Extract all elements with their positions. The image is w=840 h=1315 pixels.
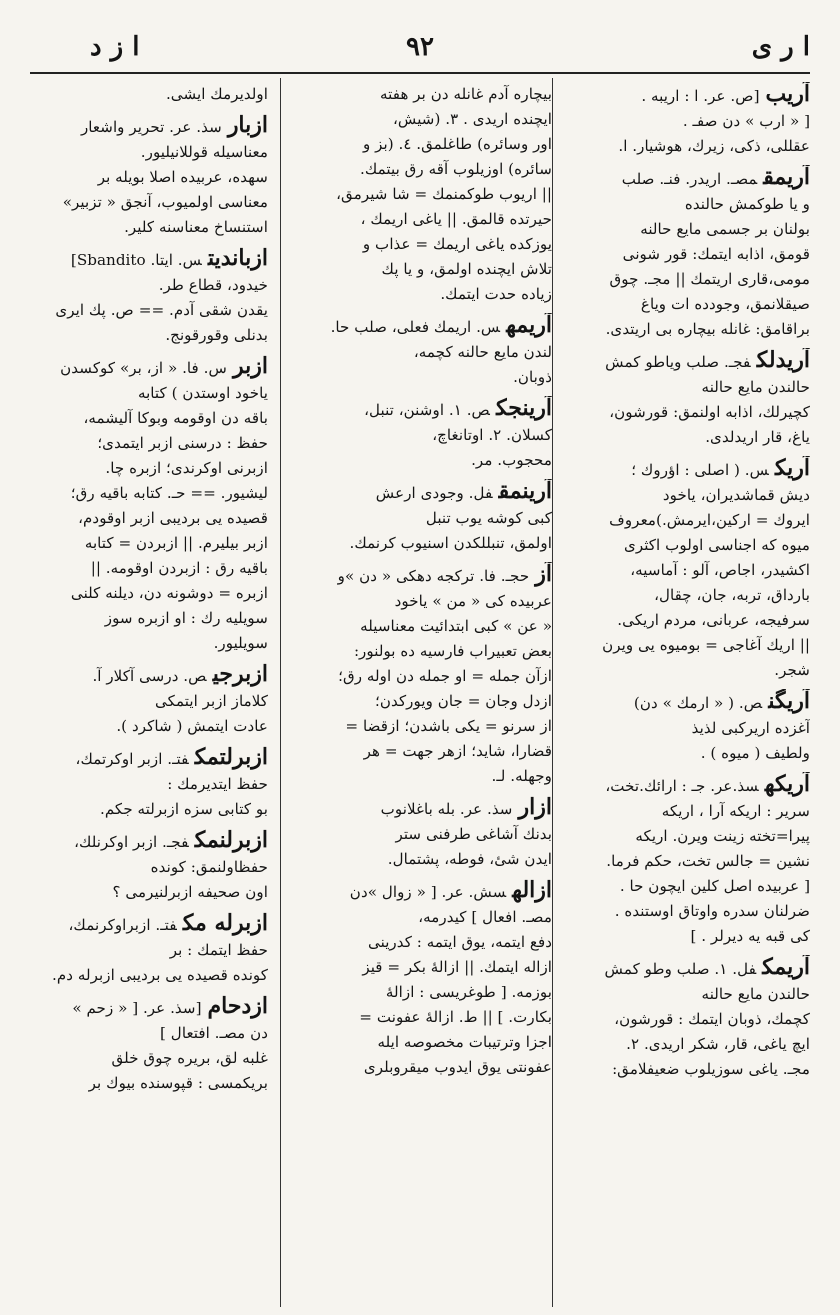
entry-line xyxy=(30,506,268,531)
headword: آریگن xyxy=(768,689,810,714)
definition-text: حالندن مایع حالنه xyxy=(701,378,810,396)
entry-line xyxy=(294,822,552,847)
definition-text: فل. ١. صلب وطو کمش xyxy=(604,960,757,978)
definition-text: بارداق، تربه، جان، چقال، xyxy=(654,586,810,604)
definition-text: عربیده کی « من » یاخود xyxy=(394,592,552,610)
entry-line xyxy=(294,714,552,739)
entry-line xyxy=(578,716,810,741)
entry-line xyxy=(294,1055,552,1080)
header-rule xyxy=(30,72,810,74)
entry-line xyxy=(578,799,810,824)
entry-line xyxy=(294,905,552,930)
entry-line xyxy=(578,109,810,134)
definition-text: ذوبان. xyxy=(513,368,552,386)
definition-text: [ عربیده اصل کلین ایچون حا . xyxy=(619,877,810,895)
entry-line xyxy=(294,1030,552,1055)
definition-text: بوزمه. [ طوغریسی : ازالهٔ xyxy=(385,983,552,1001)
entry-line xyxy=(30,938,268,963)
definition-text: غلبه لق، بریره چوق خلق xyxy=(111,1049,268,1067)
entry-line xyxy=(30,714,268,739)
dictionary-entry xyxy=(30,82,268,107)
definition-text: || اریك آغاجی = بومیوه یی ویرن xyxy=(602,636,810,654)
definition-text: عفونتی یوق ایدوب میقروبلری xyxy=(363,1058,552,1076)
definition-text: [سذ. عر. [ « زحم » xyxy=(72,999,202,1017)
entry-first-line xyxy=(30,82,268,107)
definition-text: سش. عر. [ « زوال »دن xyxy=(349,883,507,901)
definition-text: قومق، اذابه ایتمك: قور شونی xyxy=(622,245,810,263)
headword: ازباندیت xyxy=(208,246,268,271)
entry-line xyxy=(294,589,552,614)
definition-text: ص. درسی آکلار آ. xyxy=(92,667,207,685)
dictionary-entry xyxy=(30,662,268,739)
entry-line xyxy=(578,217,810,242)
entry-line xyxy=(30,855,268,880)
definition-text: کی قبه یه دیرلر . ] xyxy=(690,927,810,945)
definition-text: سائره) اوزیلوب آقه رق بیتمك. xyxy=(360,160,552,178)
entry-line xyxy=(578,558,810,583)
definition-text: و یا طوکمش حالنده xyxy=(684,195,810,213)
definition-text: از سرنو = یکی باشدن؛ ازقضا = xyxy=(345,717,552,735)
entry-first-line xyxy=(294,396,552,423)
entry-line xyxy=(578,192,810,217)
definition-text: میوه که اجناسی اولوب اکثری xyxy=(623,536,810,554)
entry-line xyxy=(294,689,552,714)
entry-first-line xyxy=(30,246,268,273)
definition-text: ولطیف ( میوه ) . xyxy=(700,744,810,762)
definition-text: فتـ. ازبر اوکرتمك، xyxy=(75,750,189,768)
definition-text: مجـ. یاغی سوزیلوب ضعیفلامق: xyxy=(612,1060,810,1078)
definition-text: بو کتابی سزه ازبرلته جکم. xyxy=(100,800,268,818)
headword: ازدحام xyxy=(207,994,268,1019)
headword: آریمك xyxy=(762,955,810,980)
definition-text: معناسیله قوللانیلیور. xyxy=(140,143,268,161)
dictionary-entry xyxy=(294,878,552,1080)
entry-line xyxy=(578,658,810,683)
definition-text: سویلیه رك : او ازبره سوز xyxy=(104,609,268,627)
entry-line xyxy=(30,323,268,348)
definition-text: ازاله ایتمك. || ازالهٔ بکر = قیز xyxy=(362,958,552,976)
entry-line xyxy=(578,242,810,267)
entry-line xyxy=(578,741,810,766)
entry-line xyxy=(294,764,552,789)
entry-line xyxy=(294,365,552,390)
entry-line xyxy=(294,107,552,132)
definition-text: س. ( اصلی : اؤروك ؛ xyxy=(631,461,769,479)
entry-line xyxy=(30,631,268,656)
headword: ازبار xyxy=(227,113,268,138)
headword: آریمق xyxy=(763,165,810,190)
dictionary-entry xyxy=(578,456,810,683)
headword: ازبرلنمك xyxy=(194,828,268,853)
page-header xyxy=(30,32,810,68)
definition-text: حفظ ایتدیرمك : xyxy=(167,775,268,793)
entry-first-line xyxy=(30,354,268,381)
entry-line xyxy=(578,924,810,949)
entry-line xyxy=(294,448,552,473)
entry-line xyxy=(294,232,552,257)
entry-line xyxy=(578,874,810,899)
definition-text: کبی کوشه یوب تنبل xyxy=(425,509,552,527)
column-middle xyxy=(294,82,552,1080)
entry-line xyxy=(30,431,268,456)
entry-line xyxy=(294,847,552,872)
definition-text: کسلان. ٢. اوتانغاچ، xyxy=(432,426,552,444)
headword: آریك xyxy=(774,456,810,481)
definition-text: نشین = جالس تخت، حکم فرما. xyxy=(606,852,810,870)
definition-text: دن مصـ. افتعال ] xyxy=(160,1024,268,1042)
definition-text: فجـ. ازبر اوکرنلك، xyxy=(74,833,189,851)
headword: ازبرجی xyxy=(212,662,268,687)
header-left-word: ا ز د xyxy=(90,32,140,62)
headword: آرینمق xyxy=(498,479,552,504)
definition-text: بولنان بر جسمی مایع حالنه xyxy=(640,220,810,238)
entry-first-line xyxy=(578,348,810,375)
definition-text: اجزا وترتیبات مخصوصه ایله xyxy=(377,1033,552,1051)
entry-first-line xyxy=(30,662,268,689)
definition-text: وجهله. لـ. xyxy=(491,767,552,785)
definition-text: || اریوب طوکمنمك = شا شیرمق، xyxy=(336,185,552,203)
entry-first-line xyxy=(294,479,552,506)
entry-first-line xyxy=(578,689,810,716)
definition-text: ازبر بیلیرم. || ازبردن = کتابه xyxy=(84,534,268,552)
entry-line xyxy=(30,689,268,714)
entry-first-line xyxy=(294,562,552,589)
entry-first-line xyxy=(294,313,552,340)
definition-text: حجـ. فا. ترکجه دهکی « دن »و xyxy=(337,567,530,585)
entry-line xyxy=(578,508,810,533)
dictionary-entry xyxy=(578,82,810,159)
entry-line xyxy=(578,1032,810,1057)
entry-line xyxy=(30,298,268,323)
headword: ازار xyxy=(518,795,552,820)
definition-text: سریر : اریکه آرا ، اریکه xyxy=(661,802,810,820)
dictionary-entry xyxy=(578,772,810,949)
entry-line xyxy=(294,182,552,207)
definition-text: اولمق، تنبللکدن اسنیوب کرنمك. xyxy=(349,534,552,552)
definition-text: یاغ، قار اریدلدی. xyxy=(705,428,810,446)
definition-text: ص. ١. اوشنن، تنبل، xyxy=(364,401,491,419)
definition-text: ایروك = ارکین،ایرمش.)معروف xyxy=(609,511,810,529)
definition-text: حالندن مایع حالنه xyxy=(701,985,810,1003)
definition-text: حفظ : درسنی ازبر ایتمدی؛ xyxy=(97,434,268,452)
entry-line xyxy=(30,381,268,406)
dictionary-entry xyxy=(294,82,552,307)
dictionary-entry xyxy=(578,689,810,766)
dictionary-entry xyxy=(294,396,552,473)
headword: آرینجك xyxy=(496,396,552,421)
entry-line xyxy=(578,317,810,342)
definition-text: فتـ. ازبراوکرنمك، xyxy=(68,916,177,934)
definition-text: کونده قصیده یی بردیبی ازبرله دم. xyxy=(52,966,268,984)
dictionary-entry xyxy=(30,246,268,348)
definition-text: سویلیور. xyxy=(213,634,268,652)
definition-text: کچمك، ذوبان ایتمك : قورشون، xyxy=(614,1010,810,1028)
entry-line xyxy=(30,880,268,905)
entry-line xyxy=(30,556,268,581)
entry-first-line xyxy=(30,745,268,772)
definition-text: ازبره = دوشونه دن، دیلنه کلنی xyxy=(70,584,268,602)
dictionary-entry xyxy=(578,955,810,1082)
entry-line xyxy=(578,899,810,924)
entry-line xyxy=(30,215,268,240)
entry-line xyxy=(578,824,810,849)
definition-text: بکارت. ] || ط. ازالهٔ عفونت = xyxy=(359,1008,552,1026)
entry-line xyxy=(294,980,552,1005)
entry-line xyxy=(578,1007,810,1032)
headword: آز xyxy=(535,562,552,587)
entry-line xyxy=(294,506,552,531)
definition-text: فل. وجودی ارعش xyxy=(375,484,493,502)
definition-text: ص. ( « ارمك » دن) xyxy=(633,694,763,712)
entry-line xyxy=(294,157,552,182)
entry-line xyxy=(578,483,810,508)
entry-line xyxy=(578,982,810,1007)
entry-line xyxy=(578,292,810,317)
entry-line xyxy=(578,1057,810,1082)
entry-first-line xyxy=(578,82,810,109)
entry-line xyxy=(294,132,552,157)
definition-text: س. اریمك فعلی، صلب حا. xyxy=(330,318,501,336)
definition-text: بدنلی وقورقونج. xyxy=(165,326,268,344)
entry-line xyxy=(578,134,810,159)
entry-first-line xyxy=(578,955,810,982)
definition-text: اون صحیفه ازبرلنیرمی ؟ xyxy=(112,883,268,901)
definition-text: اولدیرمك ایشی. xyxy=(165,85,268,103)
headword: ازبرله مك xyxy=(182,911,268,936)
entry-first-line xyxy=(30,994,268,1021)
definition-text: شجر. xyxy=(774,661,810,679)
entry-line xyxy=(30,273,268,298)
entry-first-line xyxy=(578,456,810,483)
entry-line xyxy=(294,955,552,980)
definition-text: س. فا. « از، بر» کوکسدن xyxy=(60,359,227,377)
definition-text: براقامق: غانله بیچاره بی اریتدی. xyxy=(605,320,810,338)
definition-text: ایدن شیٔ، فوطه، پشتمال. xyxy=(387,850,552,868)
headword: آریمه xyxy=(506,313,552,338)
dictionary-entry xyxy=(30,745,268,822)
entry-line xyxy=(578,267,810,292)
dictionary-entry xyxy=(30,828,268,905)
definition-text: سذ. عر. تحریر واشعار xyxy=(80,118,222,136)
column-divider xyxy=(552,78,553,1307)
column-divider xyxy=(280,78,281,1307)
entry-line xyxy=(294,614,552,639)
dictionary-entry xyxy=(578,165,810,342)
entry-line xyxy=(294,1005,552,1030)
page-number: ٩٢ xyxy=(406,32,434,62)
entry-line xyxy=(578,375,810,400)
definition-text: [ص. عر. ا : اریبه . xyxy=(641,87,760,105)
headword: آریب xyxy=(765,82,810,107)
definition-text: حیرتده قالمق. || یاغی اریمك ، xyxy=(360,210,552,228)
definition-text: فجـ. صلب ویاطو کمش xyxy=(605,353,751,371)
entry-line xyxy=(30,797,268,822)
entry-line xyxy=(294,423,552,448)
definition-text: دیش قماشدیران، یاخود xyxy=(662,486,810,504)
headword: ازبر xyxy=(233,354,268,379)
entry-first-line xyxy=(30,828,268,855)
definition-text: بیچاره آدم غانله دن بر هفته xyxy=(380,85,552,103)
definition-text: لندن مایع حالنه کچمه، xyxy=(413,343,552,361)
entry-line xyxy=(294,531,552,556)
dictionary-entry xyxy=(30,994,268,1096)
definition-text: قضارا، شاید؛ ازهر جهت = هر xyxy=(363,742,552,760)
dictionary-entry xyxy=(30,911,268,988)
entry-first-line xyxy=(30,911,268,938)
headword: ازبرلتمك xyxy=(194,745,268,770)
dictionary-entry xyxy=(578,348,810,450)
headword: آریکه xyxy=(764,772,810,797)
entry-first-line xyxy=(294,795,552,822)
definition-text: س. ایتا. Sbandito] xyxy=(70,251,202,269)
entry-line xyxy=(30,1021,268,1046)
definition-text: عقللی، ذکی، زیرك، هوشیار. ا. xyxy=(618,137,810,155)
definition-text: [ « ارب » دن صفـ . xyxy=(682,112,810,130)
definition-text: باقه دن اوقومه وبوکا آلیشمه، xyxy=(83,409,268,427)
definition-text: سهده، عربیده اصلا بویله بر xyxy=(97,168,268,186)
definition-text: سذ.عر. جـ : ارائك.تخت، xyxy=(605,777,759,795)
header-right-word: ا ر ی xyxy=(751,32,810,62)
definition-text: بدنك آشاغی طرفنی ستر xyxy=(395,825,552,843)
definition-text: عادت ایتمش ( شاکرد ). xyxy=(116,717,268,735)
definition-text: خیدود، قطاع طر. xyxy=(158,276,268,294)
definition-text: سذ. عر. بله باغلانوب xyxy=(380,800,513,818)
dictionary-entry xyxy=(294,795,552,872)
definition-text: ایچ یاغی، قار، شکر اریدی. ٢. xyxy=(626,1035,810,1053)
entry-line xyxy=(578,849,810,874)
definition-text: اور وسائره) طاغلمق. ٤. (بز و xyxy=(362,135,552,153)
definition-text: ازآن جمله = او جمله دن اوله رق؛ xyxy=(338,667,552,685)
entry-line xyxy=(578,425,810,450)
entry-line xyxy=(30,606,268,631)
entry-line xyxy=(30,963,268,988)
definition-text: ازبرنی اوکرندی؛ ازبره چا. xyxy=(105,459,268,477)
definition-text: بعض تعبیراب فارسیه ده بولنور: xyxy=(353,642,552,660)
headword: ازاله xyxy=(512,878,552,903)
definition-text: یقدن شقی آدم. == ص. پك ایری xyxy=(55,301,268,319)
definition-text: ازدل وجان = جان ویورکدن؛ xyxy=(375,692,552,710)
column-left xyxy=(30,82,268,1096)
definition-text: تلاش ایچنده اولمق، و یا پك xyxy=(381,260,552,278)
entry-line xyxy=(578,608,810,633)
entry-first-line xyxy=(294,878,552,905)
entry-first-line xyxy=(578,772,810,799)
definition-text: کلاماز ازبر ایتمکی xyxy=(154,692,268,710)
entry-line xyxy=(30,456,268,481)
dictionary-entry xyxy=(30,113,268,240)
entry-first-line xyxy=(30,113,268,140)
entry-line xyxy=(578,400,810,425)
dictionary-entry xyxy=(30,354,268,656)
definition-text: معناسی اولمیوب، آنجق « تزبیر» xyxy=(62,193,268,211)
definition-text: « عن » کبی ابتدائیت معناسیله xyxy=(360,617,552,635)
definition-text: یاخود اوستدن ) کتابه xyxy=(137,384,268,402)
entry-line xyxy=(30,140,268,165)
entry-first-line xyxy=(294,82,552,107)
definition-text: حفظ ایتمك : بر xyxy=(169,941,268,959)
entry-line xyxy=(294,207,552,232)
definition-text: اکشیدر، اجاص، آلو : آماسیه، xyxy=(630,561,810,579)
entry-line xyxy=(578,533,810,558)
definition-text: دفع ایتمه، یوق ایتمه : کدرینی xyxy=(367,933,552,951)
definition-text: حفظاولنمق: کونده xyxy=(150,858,268,876)
definition-text: قصیده یی بردیبی ازبر اوقودم، xyxy=(78,509,268,527)
definition-text: مصـ. اریدر. فنـ. صلب xyxy=(621,170,758,188)
definition-text: باقیه رق : ازبردن اوقومه. || xyxy=(90,559,268,577)
dictionary-entry xyxy=(294,562,552,789)
entry-line xyxy=(294,664,552,689)
entry-line xyxy=(294,639,552,664)
entry-line xyxy=(30,581,268,606)
definition-text: استنساخ معناسنه کلیر. xyxy=(124,218,268,236)
definition-text: زیاده حدت ایتمك. xyxy=(440,285,552,303)
definition-text: پیرا=تخته زینت ویرن. اریکه xyxy=(635,827,810,845)
entry-line xyxy=(294,257,552,282)
definition-text: مصـ. افعال ] کیدرمه، xyxy=(418,908,552,926)
definition-text: محجوب. مر. xyxy=(471,451,552,469)
definition-text: آغزده اریرکبی لذیذ xyxy=(691,719,810,737)
dictionary-entry xyxy=(294,479,552,556)
definition-text: مومی،قاری اریتمك || مجـ. چوق xyxy=(609,270,810,288)
entry-line xyxy=(30,1071,268,1096)
definition-text: یوزکده یاغی اریمك = عذاب و xyxy=(362,235,552,253)
entry-line xyxy=(578,583,810,608)
definition-text: ایچنده اریدی . ٣. (شیش، xyxy=(392,110,552,128)
definition-text: سرفیجه، عربانی، مردم اریکی. xyxy=(617,611,810,629)
definition-text: صیقلانمق، وجودده ات ویاغ xyxy=(640,295,810,313)
entry-line xyxy=(30,772,268,797)
entry-line xyxy=(30,165,268,190)
definition-text: ضرلنان سدره واوتاق اوستنده . xyxy=(614,902,810,920)
entry-line xyxy=(294,930,552,955)
entry-first-line xyxy=(578,165,810,192)
entry-line xyxy=(294,340,552,365)
definition-text: کچیرلك، اذابه اولنمق: قورشون، xyxy=(609,403,810,421)
entry-line xyxy=(294,739,552,764)
entry-line xyxy=(30,531,268,556)
headword: آریدلك xyxy=(756,348,810,373)
entry-line xyxy=(294,282,552,307)
definition-text: بریکمسی : قپوسنده بیوك بر xyxy=(88,1074,268,1092)
entry-line xyxy=(30,481,268,506)
definition-text: لیشیور. == حـ. کتابه باقیه رق؛ xyxy=(70,484,268,502)
entry-line xyxy=(578,633,810,658)
entry-line xyxy=(30,190,268,215)
dictionary-entry xyxy=(294,313,552,390)
entry-line xyxy=(30,406,268,431)
entry-line xyxy=(30,1046,268,1071)
column-right xyxy=(578,82,810,1082)
